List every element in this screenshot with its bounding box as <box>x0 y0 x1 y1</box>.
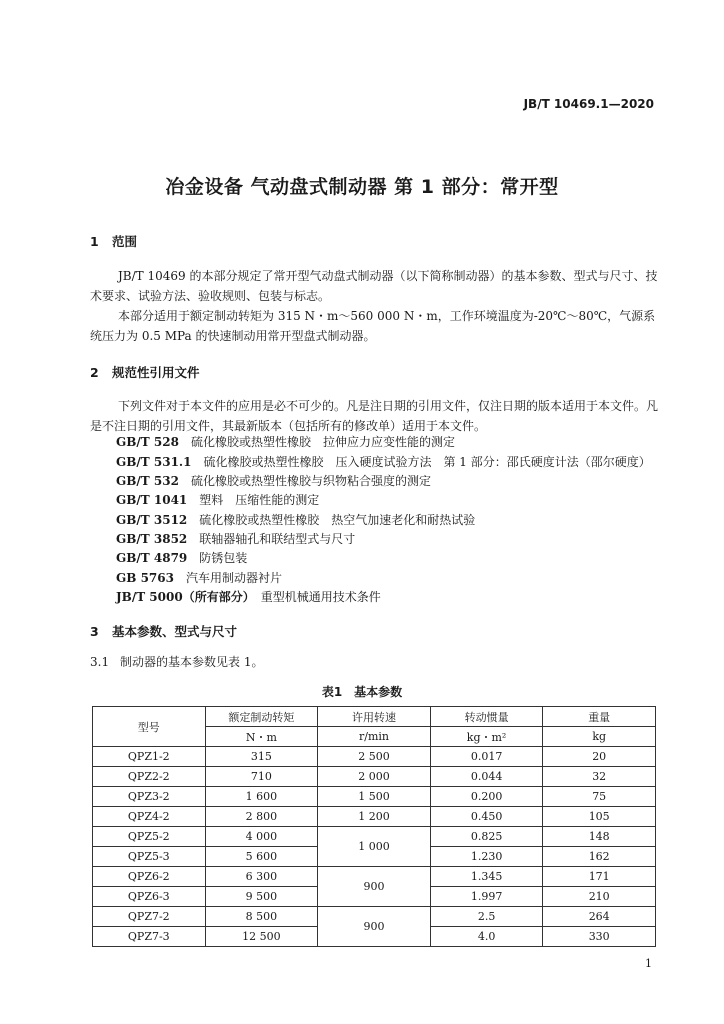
cell-weight: 162 <box>543 847 656 867</box>
cell-torque: 9 500 <box>205 887 318 907</box>
reference-item <box>116 471 431 491</box>
cell-speed: 1 000 <box>318 827 431 867</box>
section-title: 范围 <box>112 234 138 249</box>
unit-weight: kg <box>543 727 656 747</box>
reference-title: 硫化橡胶或热塑性橡胶与织物粘合强度的测定 <box>190 474 431 488</box>
cell-inertia: 0.017 <box>430 747 543 767</box>
cell-weight: 105 <box>543 807 656 827</box>
cell-speed: 900 <box>318 867 431 907</box>
section-1-paragraph-1 <box>90 266 658 306</box>
cell-inertia: 0.200 <box>430 787 543 807</box>
cell-weight: 32 <box>543 767 656 787</box>
cell-model: QPZ7-2 <box>93 907 206 927</box>
reference-title: 塑料 压缩性能的测定 <box>199 493 320 507</box>
table-row <box>93 827 656 847</box>
cell-model: QPZ1-2 <box>93 747 206 767</box>
reference-title: 防锈包装 <box>199 551 248 565</box>
unit-torque: N・m <box>205 727 318 747</box>
cell-model: QPZ2-2 <box>93 767 206 787</box>
reference-code: GB/T 532 <box>116 474 179 488</box>
reference-title: 硫化橡胶或热塑性橡胶 拉伸应力应变性能的测定 <box>190 435 455 449</box>
document-title: 冶金设备 气动盘式制动器 第 1 部分：常开型 <box>165 176 559 198</box>
paragraph-text: 本部分适用于额定制动转矩为 315 N・m～560 000 N・m，工作环境温度为-20℃～80℃，气源系统压力为 0.5 MPa 的快速制动用常开型盘式制动器。 <box>90 309 656 343</box>
cell-speed: 1 200 <box>318 807 431 827</box>
cell-speed: 2 500 <box>318 747 431 767</box>
reference-item <box>116 548 247 568</box>
table-row <box>93 807 656 827</box>
reference-code: GB/T 1041 <box>116 493 188 507</box>
table-row <box>93 867 656 887</box>
subsection-3-1 <box>90 652 658 672</box>
table-row <box>93 747 656 767</box>
table-caption: 表1 基本参数 <box>321 685 403 699</box>
reference-item <box>116 568 282 588</box>
cell-inertia: 1.345 <box>430 867 543 887</box>
reference-item <box>116 452 651 472</box>
cell-model: QPZ3-2 <box>93 787 206 807</box>
header-weight: 重量 <box>543 707 656 727</box>
cell-torque: 2 800 <box>205 807 318 827</box>
table-header-row <box>93 707 656 727</box>
cell-model: QPZ6-3 <box>93 887 206 907</box>
cell-model: QPZ7-3 <box>93 927 206 947</box>
cell-torque: 12 500 <box>205 927 318 947</box>
reference-title: 联轴器轴孔和联结型式与尺寸 <box>199 532 356 546</box>
section-number: 2 <box>90 365 99 380</box>
cell-model: QPZ4-2 <box>93 807 206 827</box>
cell-torque: 1 600 <box>205 787 318 807</box>
section-title: 基本参数、型式与尺寸 <box>112 624 238 639</box>
header-speed: 许用转速 <box>318 707 431 727</box>
reference-item <box>116 510 475 530</box>
cell-model: QPZ5-2 <box>93 827 206 847</box>
reference-code: GB/T 3852 <box>116 532 188 546</box>
reference-code: GB/T 531.1 <box>116 455 192 469</box>
cell-torque: 710 <box>205 767 318 787</box>
reference-title: 硫化橡胶或热塑性橡胶 热空气加速老化和耐热试验 <box>199 513 476 527</box>
table-row <box>93 787 656 807</box>
cell-inertia: 2.5 <box>430 907 543 927</box>
parameter-table <box>92 706 656 947</box>
cell-weight: 210 <box>543 887 656 907</box>
cell-weight: 171 <box>543 867 656 887</box>
reference-item <box>116 490 319 510</box>
reference-item <box>116 529 355 549</box>
reference-code: GB/T 4879 <box>116 551 188 565</box>
cell-weight: 20 <box>543 747 656 767</box>
reference-title: 硫化橡胶或热塑性橡胶 压入硬度试验方法 第 1 部分：邵氏硬度计法（邵尔硬度） <box>203 455 651 469</box>
reference-code: GB 5763 <box>116 571 174 585</box>
cell-torque: 5 600 <box>205 847 318 867</box>
section-number: 1 <box>90 234 99 249</box>
paragraph-text: 下列文件对于本文件的应用是必不可少的。凡是注日期的引用文件，仅注日期的版本适用于本文件。凡是不注日期的引用文件，其最新版本（包括所有的修改单）适用于本文件。 <box>90 399 659 433</box>
cell-inertia: 4.0 <box>430 927 543 947</box>
table-row <box>93 907 656 927</box>
header-inertia: 转动惯量 <box>430 707 543 727</box>
cell-torque: 315 <box>205 747 318 767</box>
section-number: 3 <box>90 624 99 639</box>
cell-weight: 264 <box>543 907 656 927</box>
cell-speed: 1 500 <box>318 787 431 807</box>
cell-inertia: 0.044 <box>430 767 543 787</box>
section-3-heading <box>90 622 237 640</box>
subsection-text: 制动器的基本参数见表 1。 <box>120 655 264 669</box>
cell-speed: 900 <box>318 907 431 947</box>
page-number: 1 <box>645 957 652 970</box>
table-row <box>93 767 656 787</box>
standard-code: JB/T 10469.1—2020 <box>523 97 654 111</box>
cell-torque: 8 500 <box>205 907 318 927</box>
cell-weight: 75 <box>543 787 656 807</box>
reference-item <box>116 587 381 607</box>
cell-inertia: 0.450 <box>430 807 543 827</box>
cell-torque: 4 000 <box>205 827 318 847</box>
reference-item <box>116 432 455 452</box>
cell-inertia: 0.825 <box>430 827 543 847</box>
cell-model: QPZ6-2 <box>93 867 206 887</box>
section-1-paragraph-2 <box>90 306 658 346</box>
cell-weight: 148 <box>543 827 656 847</box>
unit-inertia: kg・m² <box>430 727 543 747</box>
cell-inertia: 1.230 <box>430 847 543 867</box>
section-2-heading <box>90 363 200 381</box>
header-model: 型号 <box>93 707 206 747</box>
reference-code: GB/T 528 <box>116 435 179 449</box>
section-2-intro <box>90 396 658 436</box>
cell-model: QPZ5-3 <box>93 847 206 867</box>
paragraph-text: JB/T 10469 的本部分规定了常开型气动盘式制动器（以下简称制动器）的基本参数、型式与尺寸、技术要求、试验方法、验收规则、包装与标志。 <box>90 269 658 303</box>
subsection-number: 3.1 <box>90 655 110 669</box>
reference-code: JB/T 5000（所有部分） <box>116 590 249 604</box>
unit-speed: r/min <box>318 727 431 747</box>
reference-code: GB/T 3512 <box>116 513 188 527</box>
cell-weight: 330 <box>543 927 656 947</box>
header-torque: 额定制动转矩 <box>205 707 318 727</box>
cell-torque: 6 300 <box>205 867 318 887</box>
reference-title: 汽车用制动器衬片 <box>185 571 282 585</box>
section-1-heading <box>90 232 137 250</box>
cell-speed: 2 000 <box>318 767 431 787</box>
section-title: 规范性引用文件 <box>112 365 200 380</box>
reference-title: 重型机械通用技术条件 <box>260 590 381 604</box>
cell-inertia: 1.997 <box>430 887 543 907</box>
